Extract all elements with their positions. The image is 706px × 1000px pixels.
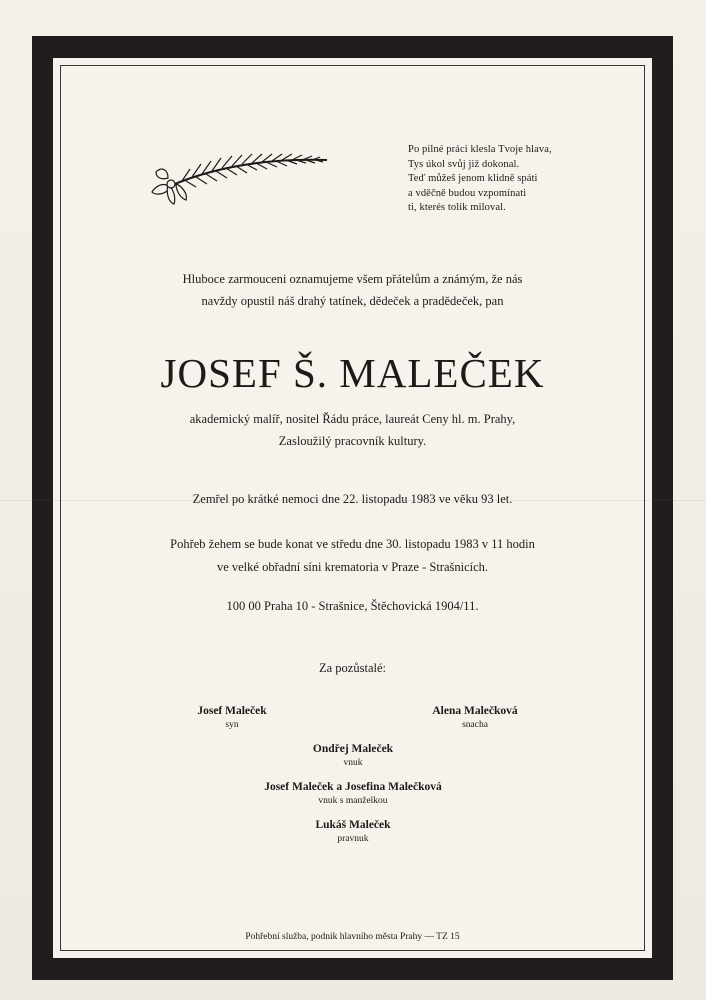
death-statement: Zemřel po krátké nemoci dne 22. listopadu 1983 ve věku 93 let. [192,492,513,506]
survivors-heading: Za pozůstalé: [319,661,386,675]
poem-line: a vděčně budou vzpomínati [408,187,527,199]
poem-line: Tys úkol svůj již dokonal. [408,158,520,170]
palm-branch-icon [142,150,332,210]
funeral-details [60,533,645,579]
poem-line: Po pilné práci klesla Tvoje hlava, [408,144,552,155]
memorial-poem [408,143,588,216]
deceased-name: JOSEF Š. MALEČEK [160,350,545,396]
survivor-role: syn [225,720,239,730]
undertaker-footer: Pohřební služba, podnik hlavního města Prahy — TZ 15 [245,932,460,942]
poem-line: ti, kterés tolik miloval. [408,202,506,213]
survivor-role: vnuk s manželkou [318,796,388,806]
survivor-role: vnuk [343,758,363,768]
titles-line: Zasloužilý pracovník kultury. [278,434,427,448]
family-address: 100 00 Praha 10 - Strašnice, Štěchovická 1904/11. [226,599,479,613]
survivor-entry [283,817,423,846]
announcement-intro [60,268,645,312]
survivor-role: pravnuk [337,834,369,844]
intro-line: Hluboce zarmouceni oznamujeme všem přátelům a známým, že nás [182,272,523,286]
survivor-name: Lukáš Maleček [315,819,391,831]
survivor-name: Josef Maleček a Josefina Malečková [264,781,442,793]
survivor-entry [172,703,292,732]
titles-line: akademický malíř, nositel Řádu práce, laureát Ceny hl. m. Prahy, [189,412,516,426]
survivor-name: Josef Maleček [197,705,267,717]
intro-line: navždy opustil náš drahý tatínek, dědeček a pradědeček, pan [201,294,504,308]
survivor-role: snacha [462,720,488,730]
deceased-titles [60,408,645,452]
survivor-name: Ondřej Maleček [312,743,394,755]
survivor-entry [283,741,423,770]
funeral-line: ve velké obřadní síni krematoria v Praze - Strašnicích. [216,560,489,574]
survivor-entry [228,779,478,808]
poem-line: Teď můžeš jenom klidně spáti [408,173,538,184]
funeral-line: Pohřeb žehem se bude konat ve středu dne 30. listopadu 1983 v 11 hodin [170,537,535,551]
survivor-entry [400,703,550,732]
survivor-name: Alena Malečková [432,705,518,717]
